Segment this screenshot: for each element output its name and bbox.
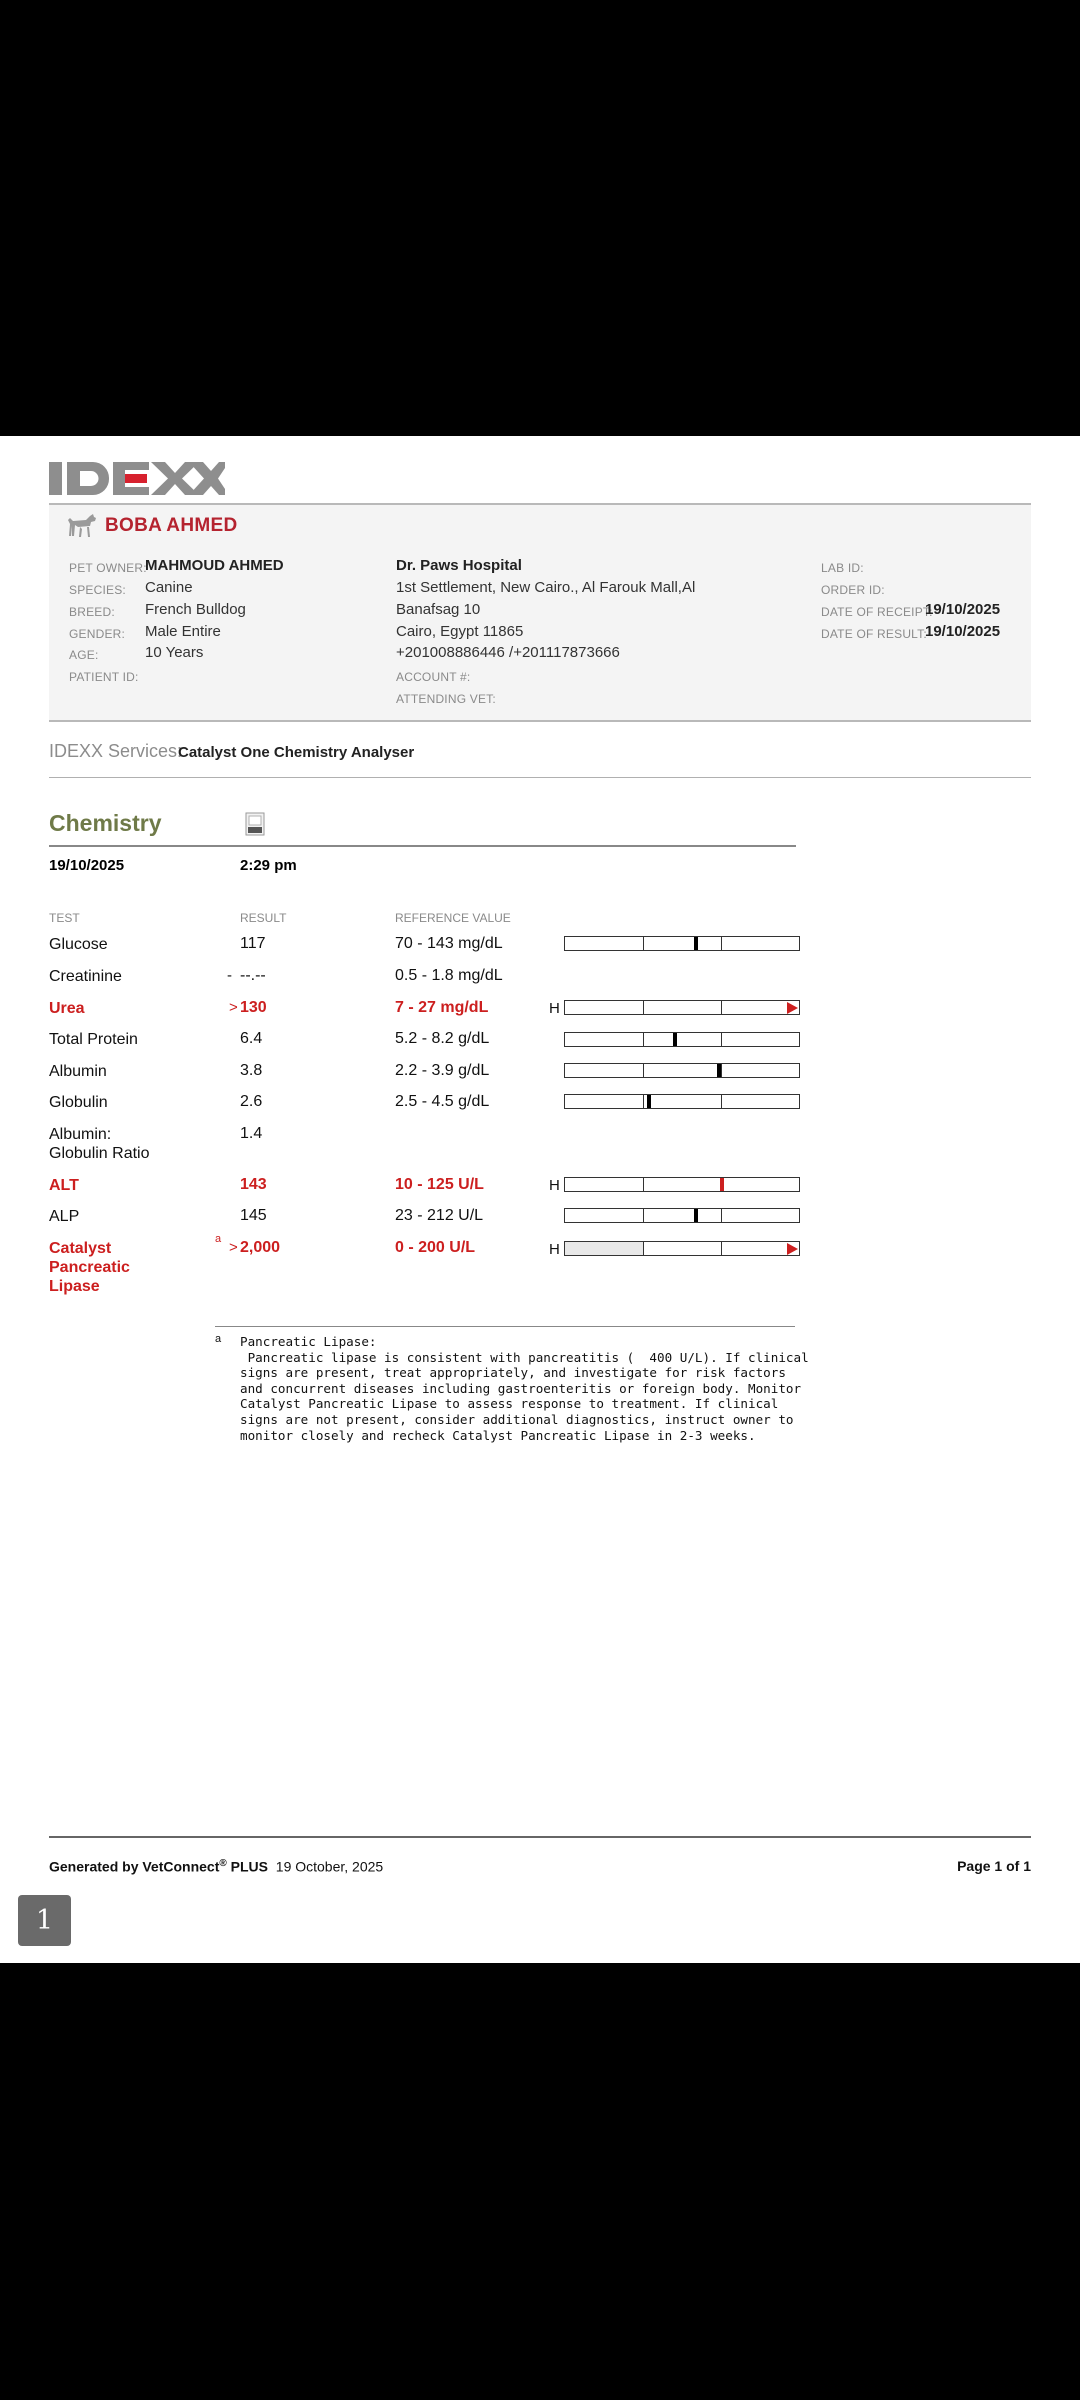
- generated-by: Generated by VetConnect: [49, 1858, 220, 1875]
- high-flag: H: [549, 1000, 560, 1017]
- test-name: Total Protein: [49, 1031, 138, 1048]
- test-result: 2.6: [240, 1093, 263, 1110]
- services-value: Catalyst One Chemistry Analyser: [178, 744, 415, 761]
- clinic-address-line3: Cairo, Egypt 11865: [396, 623, 524, 640]
- receipt-date-value: 19/10/2025: [925, 601, 1001, 618]
- range-marker: [717, 1064, 721, 1077]
- test-result: 6.4: [240, 1030, 263, 1047]
- test-reference: 70 - 143 mg/dL: [395, 935, 503, 952]
- owner-label: PET OWNER:: [69, 561, 147, 575]
- range-marker: [720, 1178, 724, 1191]
- test-name: Urea: [49, 1000, 85, 1017]
- generated-plus: PLUS: [230, 1858, 268, 1875]
- footer-date: 19 October, 2025: [275, 1858, 384, 1875]
- test-result: --.--: [240, 967, 266, 984]
- test-name: Catalyst Pancreatic Lipase: [49, 1240, 130, 1295]
- test-result: 1.4: [240, 1125, 263, 1142]
- services-label: IDEXX Services:: [49, 741, 183, 761]
- result-prefix: >: [229, 1239, 238, 1256]
- patient-info-panel: [49, 505, 1031, 722]
- clinic-address-line1: 1st Settlement, New Cairo., Al Farouk Mall,Al: [396, 579, 696, 596]
- services-divider: [49, 777, 1031, 778]
- range-bar: [564, 1094, 800, 1109]
- receipt-date-label: DATE OF RECEIPT:: [821, 605, 933, 619]
- footer-generated: [49, 1858, 383, 1875]
- range-marker: [694, 1209, 698, 1222]
- range-bar: [564, 1032, 800, 1047]
- analyzer-icon: [245, 812, 265, 836]
- lab-id-label: LAB ID:: [821, 561, 864, 575]
- clinic-name: Dr. Paws Hospital: [396, 557, 522, 574]
- test-name: Albumin: [49, 1063, 107, 1080]
- test-result: 143: [240, 1176, 267, 1193]
- test-name: ALT: [49, 1177, 79, 1194]
- test-date: 19/10/2025: [49, 857, 125, 874]
- breed-value: French Bulldog: [145, 601, 246, 618]
- footnote-text: Pancreatic Lipase: Pancreatic lipase is consistent with pancreatitis ( 400 U/L). If clinical signs are present, treat appropriately, and investigate for risk factors and concurrent diseases including gastroenteritis or foreign body. Monitor Catalyst Pancreatic Lipase to assess response to treatment. If clinical signs are not present, consider additional diagnostics, instruct owner to monitor closely and recheck Catalyst Pancreatic Lipase in 2-3 weeks.: [240, 1334, 809, 1443]
- gender-value: Male Entire: [145, 623, 221, 640]
- test-result: 130: [240, 999, 267, 1016]
- page-count: Page 1 of 1: [957, 1858, 1031, 1874]
- test-reference: 0 - 200 U/L: [395, 1239, 476, 1256]
- attending-vet-label: ATTENDING VET:: [396, 692, 496, 706]
- test-result: 3.8: [240, 1062, 263, 1079]
- range-marker: [647, 1095, 651, 1108]
- clinic-phone: +201008886446 /+201117873666: [396, 644, 620, 661]
- range-marker: [694, 937, 698, 950]
- footnote-marker: a: [215, 1233, 222, 1245]
- range-bar: [564, 1177, 800, 1192]
- report-page: [0, 436, 1080, 1963]
- over-range-arrow-icon: [787, 1243, 798, 1255]
- test-result: 145: [240, 1207, 267, 1224]
- dog-icon: [67, 513, 97, 539]
- owner-value: MAHMOUD AHMED: [145, 557, 284, 574]
- test-result: 2,000: [240, 1239, 281, 1256]
- header-reference: REFERENCE VALUE: [395, 911, 511, 925]
- age-label: AGE:: [69, 648, 99, 662]
- result-date-value: 19/10/2025: [925, 623, 1001, 640]
- range-bar: [564, 936, 800, 951]
- pet-name: BOBA AHMED: [105, 515, 238, 536]
- footnote-marker: a: [215, 1333, 222, 1345]
- footer-divider: [49, 1836, 1031, 1838]
- test-name: Creatinine: [49, 968, 122, 985]
- range-bar: [564, 1063, 800, 1078]
- test-name: Albumin: Globulin Ratio: [49, 1126, 150, 1162]
- chemistry-title: Chemistry: [49, 810, 162, 836]
- clinic-address-line2: Banafsag 10: [396, 601, 481, 618]
- test-reference: 23 - 212 U/L: [395, 1207, 484, 1224]
- footnote-divider: [215, 1326, 795, 1327]
- idexx-logo: [49, 462, 225, 495]
- test-time: 2:29 pm: [240, 857, 297, 874]
- high-flag: H: [549, 1241, 560, 1258]
- range-bar: [564, 1000, 800, 1015]
- test-reference: 2.2 - 3.9 g/dL: [395, 1062, 490, 1079]
- species-label: SPECIES:: [69, 583, 126, 597]
- test-reference: 7 - 27 mg/dL: [395, 999, 489, 1016]
- header-test: TEST: [49, 911, 80, 925]
- patient-id-label: PATIENT ID:: [69, 670, 139, 684]
- test-result: 117: [240, 935, 266, 952]
- test-reference: 2.5 - 4.5 g/dL: [395, 1093, 490, 1110]
- order-id-label: ORDER ID:: [821, 583, 885, 597]
- range-marker: [673, 1033, 677, 1046]
- range-bar: [564, 1208, 800, 1223]
- age-value: 10 Years: [145, 644, 204, 661]
- result-prefix: >: [229, 999, 238, 1016]
- result-date-label: DATE OF RESULT:: [821, 627, 927, 641]
- header-result: RESULT: [240, 911, 287, 925]
- page-number-button[interactable]: 1: [18, 1895, 71, 1946]
- test-reference: 10 - 125 U/L: [395, 1176, 484, 1193]
- test-reference: 0.5 - 1.8 mg/dL: [395, 967, 503, 984]
- over-range-arrow-icon: [787, 1002, 798, 1014]
- chemistry-divider: [49, 845, 796, 847]
- high-flag: H: [549, 1177, 560, 1194]
- test-name: ALP: [49, 1208, 80, 1225]
- test-name: Globulin: [49, 1094, 108, 1111]
- account-label: ACCOUNT #:: [396, 670, 471, 684]
- test-reference: 5.2 - 8.2 g/dL: [395, 1030, 490, 1047]
- breed-label: BREED:: [69, 605, 115, 619]
- registered-mark: ®: [219, 1858, 227, 1869]
- result-prefix: -: [227, 967, 232, 984]
- gender-label: GENDER:: [69, 627, 126, 641]
- test-name: Glucose: [49, 936, 108, 953]
- species-value: Canine: [145, 579, 193, 596]
- range-bar: [564, 1241, 800, 1256]
